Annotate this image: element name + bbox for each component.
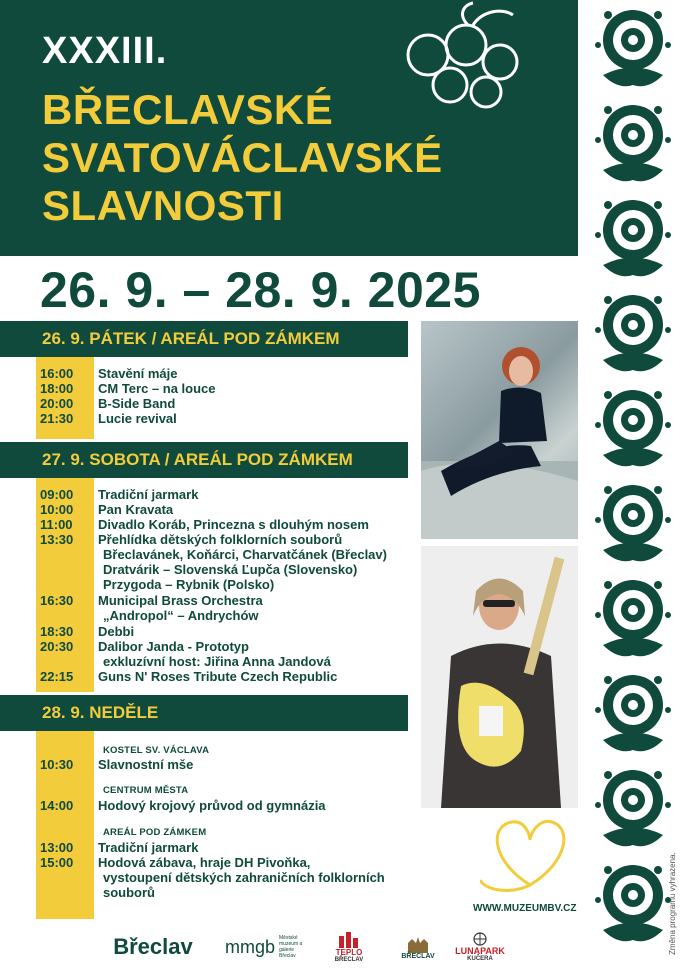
lunapark-sublabel: KUČERA	[467, 956, 493, 962]
schedule-continuation: souborů	[103, 885, 155, 900]
schedule-row: 14:00 Hodový krojový průvod od gymnázia	[40, 798, 326, 813]
folk-ornament-border	[588, 0, 678, 974]
teplo-bars-icon	[339, 932, 359, 948]
lunapark-label: LUNAPARK	[455, 946, 505, 956]
schedule-row: 15:00 Hodová zábava, hraje DH Pivoňka,	[40, 855, 311, 870]
venue-label: KOSTEL SV. VÁCLAVA	[103, 745, 210, 756]
day-header-sunday: 28. 9. NEDĚLE	[0, 695, 408, 731]
chateau-label: BŘECLAV	[401, 952, 435, 960]
ferris-wheel-icon	[471, 932, 489, 946]
breclav-logo: Břeclav	[113, 934, 193, 959]
title-line-1: BŘECLAVSKÉ	[42, 86, 334, 133]
schedule-row: 18:30 Debbi	[40, 624, 135, 639]
breclav-chateau-logo	[398, 925, 438, 969]
title-line-3: SLAVNOSTI	[42, 182, 284, 229]
venue-label: AREÁL POD ZÁMKEM	[103, 827, 207, 838]
program-change-note: Změna programu vyhrazena.	[668, 852, 677, 955]
teplo-sublabel: BŘECLAV	[334, 956, 364, 963]
schedule-row: 10:30 Slavnostní mše	[40, 757, 194, 772]
schedule-row: 16:30 Municipal Brass Orchestra	[40, 593, 263, 608]
schedule-row: 22:15 Guns N' Roses Tribute Czech Republic	[40, 669, 338, 684]
schedule-row: 13:00 Tradiční jarmark	[40, 840, 199, 855]
schedule-continuation: Przygoda – Rybnik (Polsko)	[103, 577, 275, 592]
schedule-continuation: exkluzívní host: Jiřina Anna Jandová	[103, 654, 331, 669]
lunapark-logo	[455, 925, 505, 969]
chateau-icon	[406, 935, 430, 953]
venue-label: CENTRUM MĚSTA	[103, 785, 189, 796]
schedule-row: 21:30 Lucie revival	[40, 411, 177, 426]
mmgb-logo	[222, 925, 312, 969]
mmgb-logo-text: mmgb	[224, 936, 275, 957]
website-link[interactable]: WWW.MUZEUMBV.CZ	[473, 903, 577, 914]
day-header-saturday: 27. 9. SOBOTA / AREÁL POD ZÁMKEM	[0, 442, 408, 478]
title-line-2: SVATOVÁCLAVSKÉ	[42, 134, 443, 181]
schedule-row: 16:00 Stavění máje	[40, 366, 178, 381]
schedule-continuation: Dratvárik – Slovenská Ľupča (Slovensko)	[103, 562, 358, 577]
heart-outline-icon	[480, 800, 580, 900]
musician-photo	[421, 546, 578, 808]
schedule-continuation: „Andropol“ – Andrychów	[103, 608, 259, 623]
schedule-row: 18:00 CM Terc – na louce	[40, 381, 216, 396]
header-banner	[0, 0, 578, 256]
schedule-row: 20:00 B-Side Band	[40, 396, 176, 411]
schedule-row: 10:00 Pan Kravata	[40, 502, 174, 517]
mmgb-logo-subtitle: Městské muzeum a galerie Břeclav	[279, 935, 303, 959]
teplo-label: TEPLO	[335, 947, 363, 957]
festival-dates: 26. 9. – 28. 9. 2025	[40, 262, 481, 318]
schedule-row: 11:00 Divadlo Koráb, Princezna s dlouhým nosem	[40, 517, 369, 532]
singer-photo	[421, 321, 578, 539]
schedule-row: 20:30 Dalibor Janda - Prototyp	[40, 639, 249, 654]
teplo-logo	[330, 925, 368, 969]
day-header-friday: 26. 9. PÁTEK / AREÁL POD ZÁMKEM	[0, 321, 408, 357]
edition-number: XXXIII.	[42, 30, 168, 72]
schedule-continuation: Břeclavánek, Koňárci, Charvatčánek (Břeclav)	[103, 547, 387, 562]
grapes-icon	[388, 0, 538, 115]
schedule-row: 09:00 Tradiční jarmark	[40, 487, 199, 502]
schedule-continuation: vystoupení dětských zahraničních folklorních	[103, 870, 385, 885]
schedule-row: 13:30 Přehlídka dětských folklorních souborů	[40, 532, 343, 547]
